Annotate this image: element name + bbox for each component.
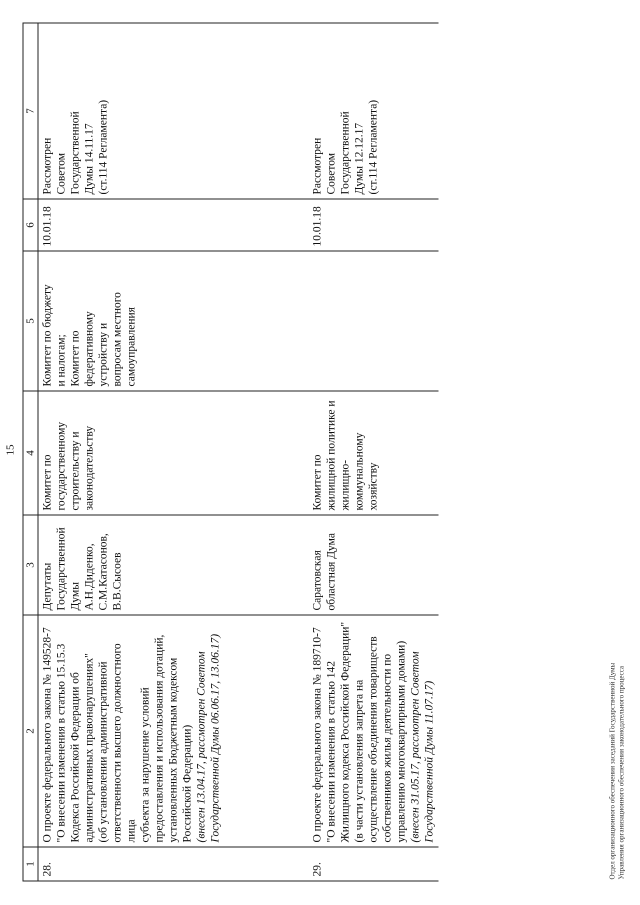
bills-table [22,22,438,881]
table-row [38,23,308,881]
row-number: 29. [308,847,438,881]
initiator: Депутаты Государственной Думы А.Н.Диденко, С.М.Катасонов, В.В.Сысоев [38,515,308,615]
table-header-row [23,23,38,881]
initiator: Саратовская областная Дума [308,515,438,615]
date: 10.01.18 [38,199,308,251]
footer [608,662,626,879]
column-header: 6 [23,199,38,251]
column-header: 7 [23,23,38,199]
status: Рассмотрен Советом Государственной Думы 14.11.17 (ст.114 Регламента) [38,23,308,199]
bill-description [308,615,438,847]
bill-note: (внесен 31.05.17, рассмотрен Советом Государственной Думы 11.07.17) [408,650,435,842]
status: Рассмотрен Советом Государственной Думы 12.12.17 (ст.114 Регламента) [308,23,438,199]
column-header: 5 [23,251,38,391]
bill-note: (внесен 13.04.17, рассмотрен Советом Государственной Думы 06.06.17, 13.06.17) [195,633,221,842]
bill-title: О проекте федерального закона № 149528-7 "О внесении изменения в статью 15.15.3 Кодекса Российской Федерации об административных правонарушениях" (об установлении административной ответственности высшего должностного лица субъекта за нарушение условий предоставления и использования дотаций, установленных Бюджетным кодексом Российской Федерации) [41,626,193,842]
column-header: 3 [23,515,38,615]
date: 10.01.18 [308,199,438,251]
responsible-committee: Комитет по государственному строительству и законодательству [38,391,308,515]
footer-line: Управления организационного обеспечения законодательного процесса [617,665,625,879]
bill-description [38,615,308,847]
column-header: 4 [23,391,38,515]
column-header: 2 [23,615,38,847]
responsible-committee: Комитет по жилищной политике и жилищно- коммунальному хозяйству [308,391,438,515]
bill-title: О проекте федерального закона № 189710-7 "О внесении изменения в статью 142 Жилищного кодекса Российской Федерации" (в части установления запрета на осуществление объединения товариществ собственников жилья деятельности по управлению многоквартирными домами) [310,621,407,842]
footer-line: Отдел организационного обеспечения заседаний Государственной Думы [608,662,616,879]
row-number: 28. [38,847,308,881]
table-row [308,23,438,881]
co-committees [308,251,438,391]
column-header: 1 [23,847,38,881]
co-committees: Комитет по бюджету и налогам; Комитет по федеративному устройству и вопросам местного самоуправления [38,251,308,391]
page-number: 15 [4,444,16,455]
